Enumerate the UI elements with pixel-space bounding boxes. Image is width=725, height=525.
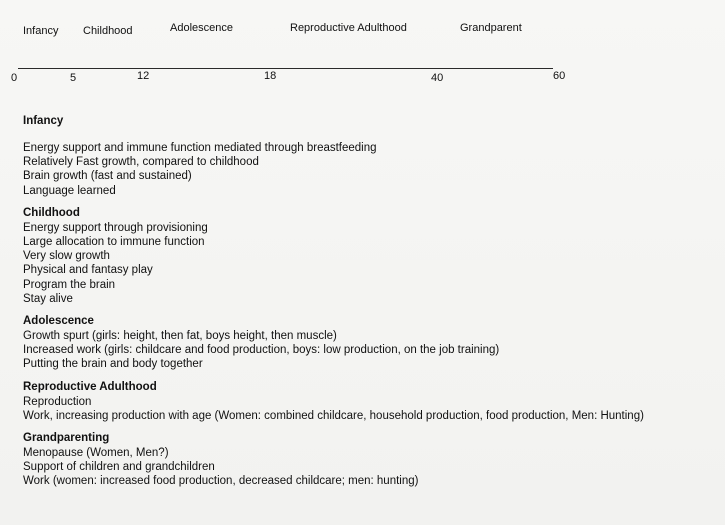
section-grandparenting (23, 431, 713, 489)
section-childhood (23, 206, 713, 306)
infancy-line-4: Language learned (23, 184, 116, 197)
stage-label-adolescence: Adolescence (170, 22, 233, 34)
stage-label-grandparent: Grandparent (460, 22, 522, 34)
tick-label-40: 40 (431, 72, 444, 84)
section-title-reproductive-adulthood: Reproductive Adulthood (23, 380, 157, 393)
reproductive-adulthood-line-1: Reproduction (23, 395, 92, 408)
life-stage-timeline (0, 0, 725, 100)
section-title-adolescence: Adolescence (23, 315, 94, 328)
stage-label-infancy: Infancy (23, 25, 59, 37)
timeline-axis-line (18, 68, 553, 69)
tick-label-60: 60 (553, 70, 566, 82)
childhood-line-5: Program the brain (23, 278, 116, 291)
section-reproductive-adulthood (23, 380, 713, 423)
tick-label-0: 0 (11, 72, 18, 84)
childhood-line-3: Very slow growth (23, 250, 110, 263)
tick-label-12: 12 (137, 70, 150, 82)
grandparenting-line-1: Menopause (Women, Men?) (23, 447, 169, 460)
section-title-childhood: Childhood (23, 206, 80, 219)
childhood-line-6: Stay alive (23, 292, 73, 305)
tick-label-5: 5 (70, 72, 77, 84)
adolescence-line-1: Growth spurt (girls: height, then fat, boys height, then muscle) (23, 330, 337, 343)
infancy-line-1: Energy support and immune function mediated through breastfeeding (23, 142, 377, 154)
adolescence-line-3: Putting the brain and body together (23, 358, 203, 371)
childhood-line-4: Physical and fantasy play (23, 264, 153, 277)
stage-label-childhood: Childhood (83, 25, 133, 37)
grandparenting-line-2: Support of children and grandchildren (23, 461, 215, 474)
section-adolescence (23, 314, 713, 372)
infancy-line-2: Relatively Fast growth, compared to childhood (23, 156, 259, 169)
tick-label-18: 18 (264, 70, 277, 82)
infancy-line-3: Brain growth (fast and sustained) (23, 170, 192, 183)
stage-descriptions (23, 114, 713, 497)
adolescence-line-2: Increased work (girls: childcare and food production, boys: low production, on the job training) (23, 344, 500, 357)
grandparenting-line-3: Work (women: increased food production, decreased childcare; men: hunting) (23, 475, 419, 488)
section-title-grandparenting: Grandparenting (23, 432, 110, 445)
section-infancy (23, 114, 713, 198)
stage-label-reproductive-adulthood: Reproductive Adulthood (290, 22, 407, 34)
reproductive-adulthood-line-2: Work, increasing production with age (Women: combined childcare, household production, food production, Men: Hunting) (23, 409, 644, 422)
section-title-infancy: Infancy (23, 115, 64, 127)
childhood-line-2: Large allocation to immune function (23, 236, 205, 249)
childhood-line-1: Energy support through provisioning (23, 221, 208, 234)
